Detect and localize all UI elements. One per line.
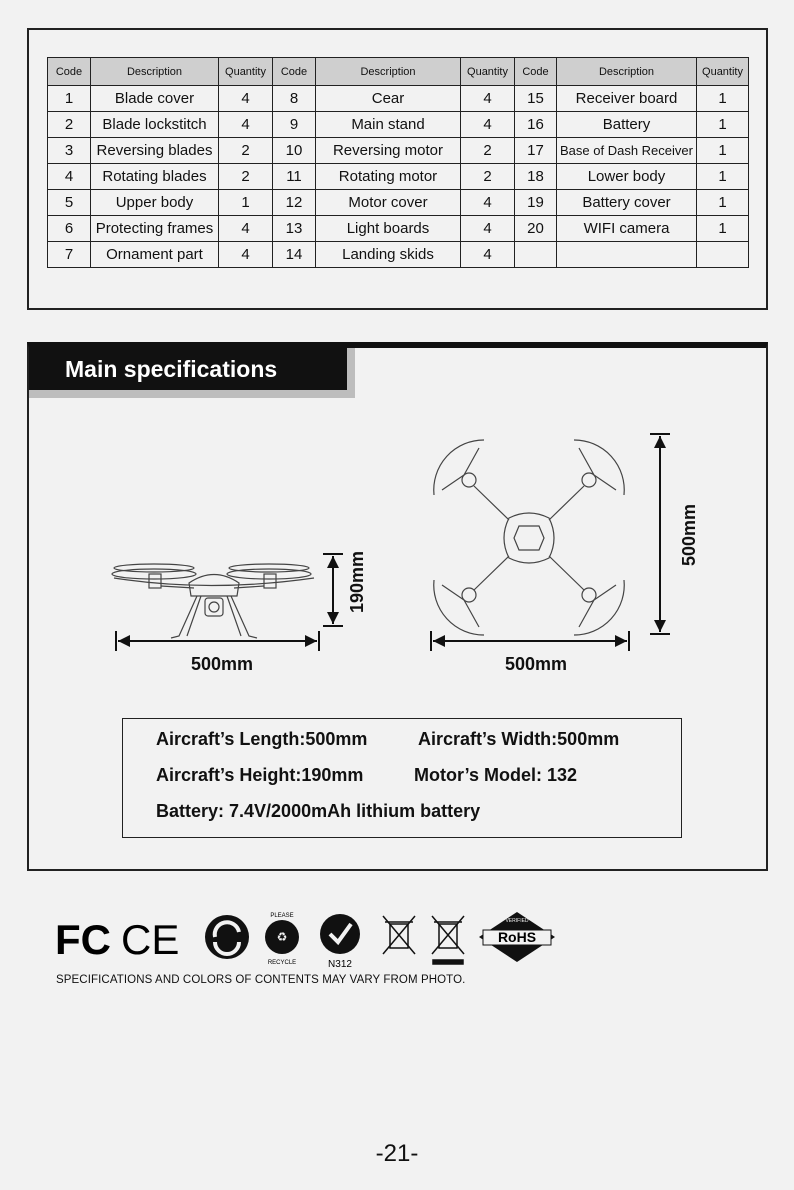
table-cell: Blade lockstitch <box>91 112 219 138</box>
table-cell: 4 <box>461 190 515 216</box>
table-cell: Ornament part <box>91 242 219 268</box>
table-cell: Blade cover <box>91 86 219 112</box>
table-cell: Reversing motor <box>316 138 461 164</box>
table-cell: 13 <box>273 216 316 242</box>
specification-text-box <box>122 718 682 838</box>
table-cell: Battery <box>557 112 697 138</box>
table-cell: 17 <box>515 138 557 164</box>
table-cell: 4 <box>219 86 273 112</box>
table-cell: 1 <box>48 86 91 112</box>
c-tick-logo <box>320 914 360 970</box>
table-cell: 11 <box>273 164 316 190</box>
table-cell: Main stand <box>316 112 461 138</box>
table-cell: Base of Dash Receiver <box>557 138 697 164</box>
table-cell: 1 <box>697 86 749 112</box>
table-cell: Rotating motor <box>316 164 461 190</box>
rohs-logo <box>479 912 555 962</box>
table-cell: Cear <box>316 86 461 112</box>
column-header: Description <box>316 58 461 86</box>
table-row <box>48 112 749 138</box>
table-cell: Lower body <box>557 164 697 190</box>
table-row <box>48 242 749 268</box>
title-tab-shadow <box>347 348 355 398</box>
table-cell: 15 <box>515 86 557 112</box>
table-cell: 7 <box>48 242 91 268</box>
table-cell: 16 <box>515 112 557 138</box>
table-cell: Motor cover <box>316 190 461 216</box>
disclaimer-text: SPECIFICATIONS AND COLORS OF CONTENTS MAY VARY FROM PHOTO. <box>56 974 466 986</box>
top-width-arrow <box>429 631 634 651</box>
table-cell: 12 <box>273 190 316 216</box>
main-specifications-box <box>27 342 768 871</box>
parts-table <box>47 57 749 268</box>
table-cell: 1 <box>697 216 749 242</box>
table-cell <box>697 242 749 268</box>
table-row <box>48 138 749 164</box>
table-cell: 3 <box>48 138 91 164</box>
table-cell: 4 <box>461 112 515 138</box>
spec-length: Aircraft’s Length:500mm <box>156 729 368 749</box>
table-cell: 2 <box>461 164 515 190</box>
table-cell: 4 <box>461 216 515 242</box>
top-length-arrow <box>648 432 672 637</box>
parts-list-box <box>27 28 768 310</box>
column-header: Quantity <box>697 58 749 86</box>
table-cell: 14 <box>273 242 316 268</box>
table-row <box>48 86 749 112</box>
table-cell: 9 <box>273 112 316 138</box>
side-width-label: 500mm <box>191 654 254 674</box>
table-cell: Rotating blades <box>91 164 219 190</box>
table-cell: 4 <box>219 242 273 268</box>
table-header-row <box>48 58 749 86</box>
table-cell: 18 <box>515 164 557 190</box>
table-cell <box>515 242 557 268</box>
table-cell: Upper body <box>91 190 219 216</box>
svg-text:RECYCLE: RECYCLE <box>267 960 297 966</box>
table-cell: 4 <box>461 86 515 112</box>
ce-mark-logo <box>121 916 179 963</box>
table-cell: Landing skids <box>316 242 461 268</box>
table-cell: 4 <box>48 164 91 190</box>
svg-text:FC: FC <box>55 916 111 963</box>
drone-top-view-illustration <box>424 430 634 645</box>
column-header: Description <box>557 58 697 86</box>
side-height-label: 190mm <box>347 550 367 613</box>
spec-height: Aircraft’s Height:190mm <box>156 765 364 785</box>
spec-width: Aircraft’s Width:500mm <box>418 729 620 749</box>
table-cell: 5 <box>48 190 91 216</box>
table-cell: Protecting frames <box>91 216 219 242</box>
spec-motor-model: Motor’s Model: 132 <box>414 765 578 785</box>
table-cell: 19 <box>515 190 557 216</box>
table-cell: Light boards <box>316 216 461 242</box>
side-height-arrow <box>321 552 345 628</box>
table-cell: Reversing blades <box>91 138 219 164</box>
table-cell: Receiver board <box>557 86 697 112</box>
page-number: -21- <box>375 1140 419 1167</box>
please-recycle-logo <box>265 913 299 966</box>
top-width-label: 500mm <box>505 654 568 674</box>
green-dot-logo <box>205 915 249 959</box>
svg-text:N312: N312 <box>328 959 352 970</box>
table-cell: 2 <box>48 112 91 138</box>
weee-bin-icon <box>383 916 415 954</box>
table-cell: 1 <box>697 190 749 216</box>
table-cell: 1 <box>697 164 749 190</box>
spec-battery: Battery: 7.4V/2000mAh lithium battery <box>156 801 481 821</box>
column-header: Code <box>273 58 316 86</box>
table-row <box>48 190 749 216</box>
svg-text:PLEASE: PLEASE <box>270 913 294 919</box>
table-cell <box>557 242 697 268</box>
section-title: Main specifications <box>29 348 347 390</box>
table-cell: 1 <box>697 112 749 138</box>
column-header: Code <box>515 58 557 86</box>
column-header: Quantity <box>461 58 515 86</box>
table-cell: 8 <box>273 86 316 112</box>
table-cell: 1 <box>697 138 749 164</box>
top-length-label: 500mm <box>679 503 699 566</box>
table-cell: 4 <box>461 242 515 268</box>
table-row <box>48 216 749 242</box>
table-cell: 6 <box>48 216 91 242</box>
column-header: Quantity <box>219 58 273 86</box>
fcc-logo <box>55 916 111 963</box>
svg-text:VERIFIED: VERIFIED <box>505 918 529 924</box>
column-header: Description <box>91 58 219 86</box>
side-width-arrow <box>114 631 324 651</box>
svg-text:CE: CE <box>121 916 180 963</box>
certification-logos <box>55 910 575 970</box>
column-header: Code <box>48 58 91 86</box>
table-cell: Battery cover <box>557 190 697 216</box>
table-cell: WIFI camera <box>557 216 697 242</box>
title-tab-shadow <box>29 390 355 398</box>
svg-text:♻: ♻ <box>276 930 288 944</box>
weee-bin-icon <box>432 916 464 964</box>
table-cell: 20 <box>515 216 557 242</box>
table-row <box>48 164 749 190</box>
table-cell: 4 <box>219 216 273 242</box>
table-cell: 4 <box>219 112 273 138</box>
table-cell: 2 <box>219 164 273 190</box>
table-cell: 1 <box>219 190 273 216</box>
table-cell: 2 <box>219 138 273 164</box>
svg-text:RoHS: RoHS <box>497 929 537 945</box>
table-cell: 10 <box>273 138 316 164</box>
table-cell: 2 <box>461 138 515 164</box>
